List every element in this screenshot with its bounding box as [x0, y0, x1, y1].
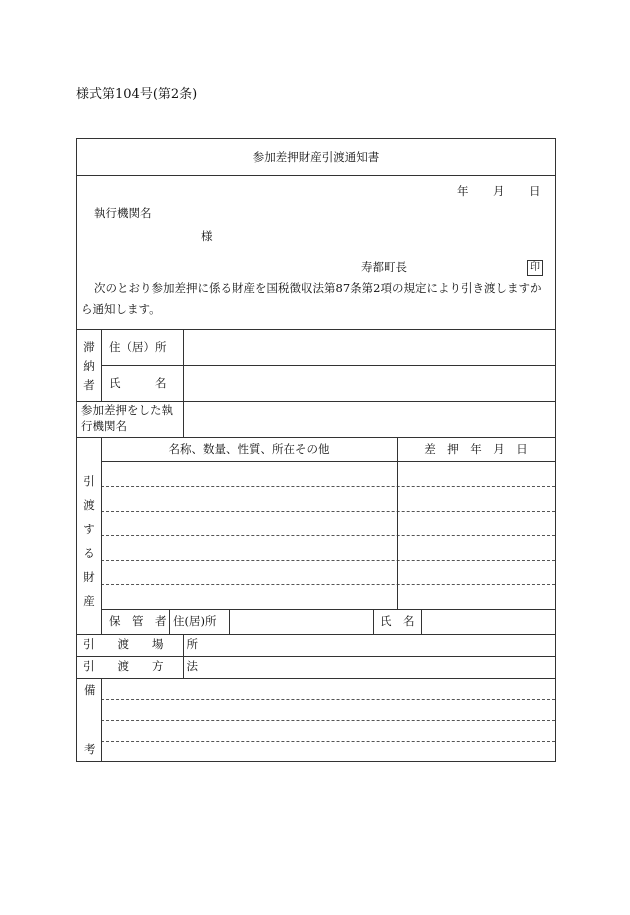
divider [77, 678, 555, 679]
notice-form [76, 138, 556, 762]
dashed-row [101, 699, 555, 700]
form-title: 参加差押財産引渡通知書 [252, 150, 380, 164]
handover-place-field[interactable] [185, 636, 553, 654]
divider [77, 634, 555, 635]
divider [101, 678, 102, 762]
divider [183, 329, 184, 437]
divider [397, 437, 398, 609]
body-text-line2: ら通知します。 [81, 302, 161, 316]
honorific-label: 様 [201, 229, 213, 243]
divider [169, 609, 170, 634]
seizure-date-header: 差 押 年 月 日 [424, 442, 528, 456]
remarks-label-top: 備 [84, 683, 96, 697]
handover-method-field[interactable] [185, 658, 553, 676]
divider [77, 329, 555, 330]
custodian-label: 保 管 者 [109, 614, 167, 628]
form-number: 様式第104号(第2条) [76, 87, 198, 102]
divider [101, 329, 102, 401]
divider [101, 437, 102, 634]
dashed-row [101, 511, 555, 512]
handover-place-label: 引 渡 場 所 [83, 637, 198, 651]
delinquent-address-label: 住（居）所 [109, 340, 167, 354]
property-group-label: 引 渡 す る 財 産 [83, 474, 95, 608]
delinquent-name-label: 氏 名 [109, 376, 167, 390]
dashed-row [101, 486, 555, 487]
divider [101, 461, 555, 462]
custodian-name-label: 氏 名 [380, 614, 415, 628]
seal-mark: 印 [527, 260, 543, 276]
delinquent-address-field[interactable] [185, 331, 553, 363]
handover-method-label: 引 渡 方 法 [83, 659, 198, 673]
divider [229, 609, 230, 634]
agency-name-label: 執行機関名 [94, 206, 152, 220]
participating-agency-label-line2: 行機関名 [81, 419, 127, 433]
divider [373, 609, 374, 634]
date-day-label: 日 [529, 184, 541, 198]
divider [77, 401, 555, 402]
date-month-label: 月 [493, 184, 505, 198]
custodian-name-field[interactable] [423, 611, 553, 632]
sender-name: 寿都町長 [361, 260, 407, 274]
dashed-row [101, 560, 555, 561]
dashed-row [101, 584, 555, 585]
dashed-row [101, 535, 555, 536]
delinquent-name-field[interactable] [185, 367, 553, 399]
divider [77, 175, 555, 176]
participating-agency-field[interactable] [185, 403, 553, 435]
date-year-label: 年 [457, 184, 469, 198]
dashed-row [101, 741, 555, 742]
custodian-address-field[interactable] [231, 611, 371, 632]
custodian-address-label: 住(居)所 [173, 614, 217, 628]
divider [77, 656, 555, 657]
body-text-line1: 次のとおり参加差押に係る財産を国税徴収法第87条第2項の規定により引き渡しますか [94, 281, 542, 295]
divider [77, 437, 555, 438]
remarks-label-bottom: 考 [84, 742, 96, 756]
divider [421, 609, 422, 634]
dashed-row [101, 720, 555, 721]
property-description-header: 名称、数量、性質、所在その他 [168, 442, 330, 456]
delinquent-group-label: 滞 納 者 [83, 340, 95, 392]
divider [101, 365, 555, 366]
participating-agency-label: 参加差押をした執 [81, 403, 173, 417]
